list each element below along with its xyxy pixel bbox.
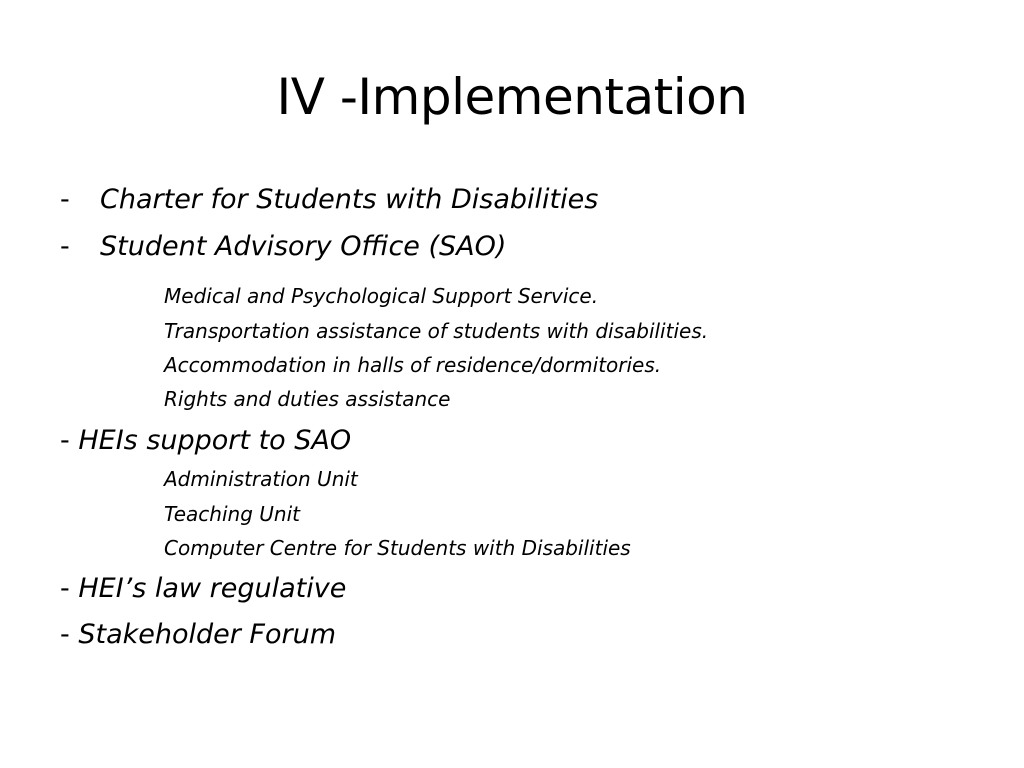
bullet-text: HEI’s law regulative xyxy=(78,573,347,604)
bullet-dash: - xyxy=(60,573,70,604)
sub-item: Transportation assistance of students with disabilities. xyxy=(164,319,709,343)
sub-item: Teaching Unit xyxy=(164,502,300,526)
sub-item: Rights and duties assistance xyxy=(164,387,451,411)
bullet-item xyxy=(60,183,598,217)
bullet-item xyxy=(60,424,351,458)
bullet-dash: - xyxy=(60,619,70,650)
bullet-text: Charter for Students with Disabilities xyxy=(100,184,599,215)
bullet-item xyxy=(60,572,346,606)
bullet-dash: - xyxy=(60,231,70,262)
sub-item: Accommodation in halls of residence/dormitories. xyxy=(164,353,662,377)
bullet-text: HEIs support to SAO xyxy=(78,425,352,456)
slide-title: IV -Implementation xyxy=(276,68,748,126)
sub-item: Medical and Psychological Support Service. xyxy=(164,284,599,308)
sub-item: Administration Unit xyxy=(164,467,358,491)
bullet-text: Student Advisory Office (SAO) xyxy=(100,231,507,262)
bullet-dash: - xyxy=(60,184,70,215)
sub-item: Computer Centre for Students with Disabilities xyxy=(164,536,631,560)
bullet-item xyxy=(60,230,506,264)
bullet-dash: - xyxy=(60,425,70,456)
bullet-item xyxy=(60,618,336,652)
bullet-text: Stakeholder Forum xyxy=(78,619,336,650)
